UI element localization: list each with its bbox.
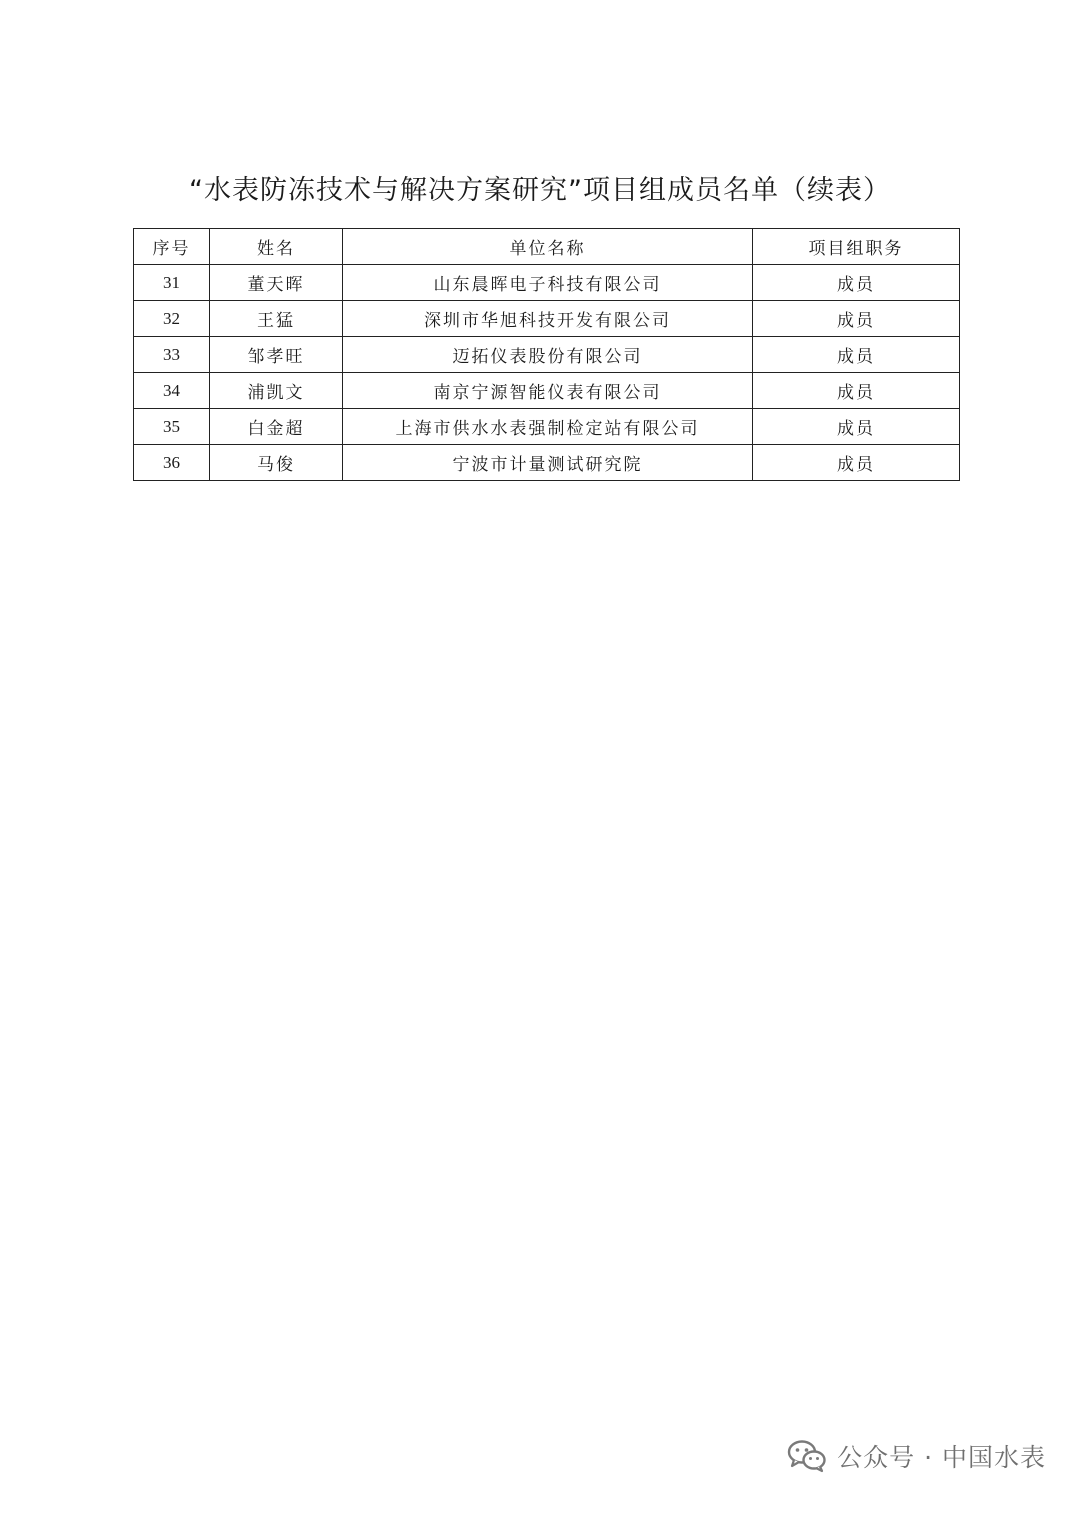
table-row <box>134 445 960 481</box>
cell-name: 白金超 <box>210 409 343 445</box>
cell-seq: 32 <box>134 301 210 337</box>
cell-unit: 迈拓仪表股份有限公司 <box>343 337 753 373</box>
cell-seq: 31 <box>134 265 210 301</box>
table-header-row <box>134 229 960 265</box>
header-unit: 单位名称 <box>343 229 753 265</box>
cell-unit: 深圳市华旭科技开发有限公司 <box>343 301 753 337</box>
cell-name: 邹孝旺 <box>210 337 343 373</box>
cell-seq: 34 <box>134 373 210 409</box>
cell-role: 成员 <box>753 409 960 445</box>
cell-seq: 36 <box>134 445 210 481</box>
cell-name: 马俊 <box>210 445 343 481</box>
cell-role: 成员 <box>753 301 960 337</box>
cell-role: 成员 <box>753 337 960 373</box>
cell-name: 王猛 <box>210 301 343 337</box>
cell-name: 董天晖 <box>210 265 343 301</box>
cell-unit: 宁波市计量测试研究院 <box>343 445 753 481</box>
cell-seq: 33 <box>134 337 210 373</box>
table-row <box>134 265 960 301</box>
wechat-icon <box>787 1439 827 1473</box>
cell-name: 浦凯文 <box>210 373 343 409</box>
cell-role: 成员 <box>753 265 960 301</box>
member-table <box>133 228 960 481</box>
table-row <box>134 409 960 445</box>
cell-unit: 南京宁源智能仪表有限公司 <box>343 373 753 409</box>
watermark <box>787 1438 1046 1474</box>
table-row <box>134 301 960 337</box>
document-title: “水表防冻技术与解决方案研究”项目组成员名单（续表） <box>189 175 891 206</box>
header-seq: 序号 <box>134 229 210 265</box>
table-row <box>134 337 960 373</box>
table-row <box>134 373 960 409</box>
watermark-text: 公众号 · 中国水表 <box>837 1443 1046 1472</box>
cell-role: 成员 <box>753 373 960 409</box>
cell-unit: 山东晨晖电子科技有限公司 <box>343 265 753 301</box>
header-role: 项目组职务 <box>753 229 960 265</box>
cell-seq: 35 <box>134 409 210 445</box>
header-name: 姓名 <box>210 229 343 265</box>
cell-unit: 上海市供水水表强制检定站有限公司 <box>343 409 753 445</box>
cell-role: 成员 <box>753 445 960 481</box>
